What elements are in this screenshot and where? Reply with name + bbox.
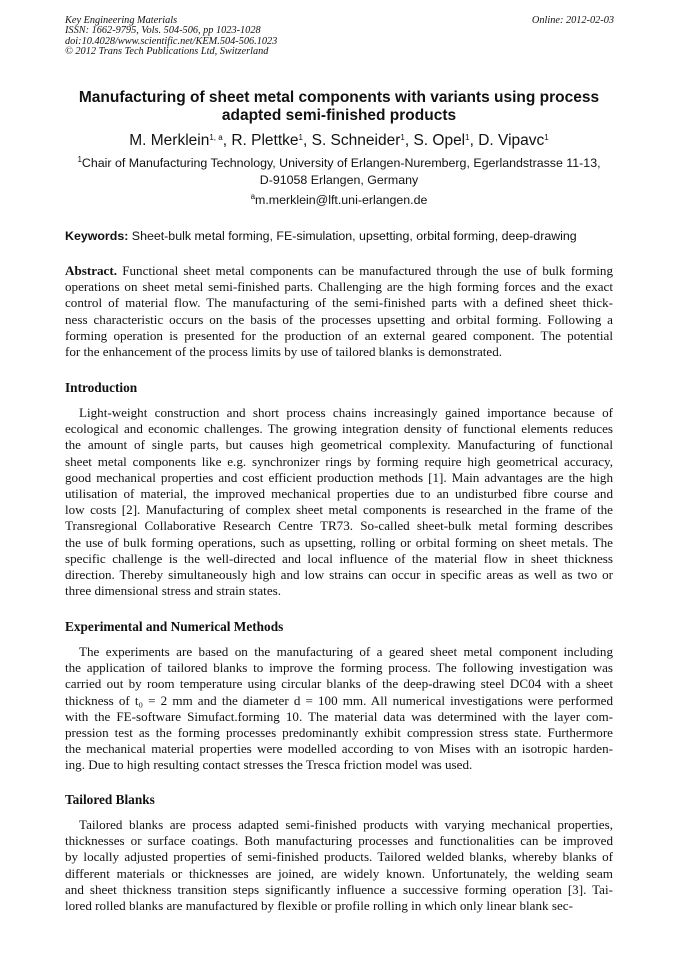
- text-line: [65, 279, 613, 295]
- email-sup: a: [250, 192, 256, 201]
- line-text: by locally adjusted properties of semi-finished products. Tailored welded blanks, whereby blanks of: [65, 849, 613, 865]
- author: [478, 132, 549, 149]
- text-line: [65, 757, 613, 773]
- abstract: [65, 263, 613, 360]
- author-sup: 1: [298, 133, 303, 142]
- journal-header: [65, 16, 277, 57]
- issn: ISSN: 1662-9795, Vols. 504-506, pp 1023-1028: [65, 25, 261, 37]
- author-sup: 1: [544, 133, 549, 142]
- text-line: [65, 551, 613, 567]
- paper-title: [40, 89, 638, 125]
- text-line: [65, 583, 613, 599]
- text-line: [65, 470, 613, 486]
- line-text: the amount of single parts, but causes high geometrical complexity. Manufacturing of functional: [65, 437, 613, 453]
- affiliation-sup: 1: [77, 155, 82, 164]
- text-line: [65, 567, 613, 583]
- line-text: good mechanical properties and cost efficient production methods [1]. Main advantages are the high: [65, 469, 613, 485]
- section-heading: Tailored Blanks: [65, 792, 155, 807]
- author-sup: 1: [400, 133, 405, 142]
- keywords: [65, 229, 577, 243]
- line-text: thicknesses or surface coatings. Both manufacturing processes and functionalities can be improved: [65, 833, 613, 849]
- line-text: ness characteristic occurs on the basis of the processes upsetting and orbital forming. Following a: [65, 311, 613, 327]
- online-date: Online: 2012-02-03: [531, 15, 614, 26]
- text-line: [65, 882, 613, 898]
- email-address: m.merklein@lft.uni-erlangen.de: [255, 193, 428, 207]
- authors: M. Merklein$^{1, a}$, R. Plettke$^1$, S. Schneider$^1$, S. Opel$^1$, D. Vipavc$^1$: [129, 132, 549, 149]
- line-text: Tailored blanks are process adapted semi-finished products with varying mechanical properties,: [79, 817, 613, 832]
- line-text: with the FE-software Simufact.forming 10. The material data was determined with the layer com-: [65, 708, 613, 724]
- text-line: [65, 344, 613, 360]
- keywords-label: Keywords:: [65, 229, 129, 243]
- author: [231, 132, 303, 149]
- author: [312, 132, 405, 149]
- line-text: three dimensional stress and strain states.: [65, 583, 281, 599]
- text-line: [65, 660, 613, 676]
- line-text: control of material flow. The manufacturing of the semi-finished parts with a defined sheet thick-: [65, 295, 613, 311]
- email: [40, 193, 638, 207]
- text-line: [65, 263, 613, 279]
- line-text: the use of bulk forming operations, such as upsetting, rolling or orbital forming on sheet metals. The: [65, 534, 613, 550]
- text-line: [65, 437, 613, 453]
- line-text: Light-weight construction and short process chains increasingly gained importance because of: [79, 405, 613, 420]
- text-line: [65, 518, 613, 534]
- text-line: [65, 328, 613, 344]
- text-line: [65, 693, 613, 709]
- title-line: adapted semi-finished products: [221, 107, 457, 124]
- title-line: Manufacturing of sheet metal components with variants using process: [78, 89, 600, 106]
- author-name: M. Merklein: [129, 132, 210, 149]
- author: [413, 132, 469, 149]
- line-text: pression test as the forming processes predominantly exhibit compression stress state. Furthermore: [65, 724, 613, 740]
- section-body: [65, 644, 613, 774]
- line-text: specific challenge is the well-directed and local influence of the material flow in sheet thickness: [65, 550, 613, 566]
- text-line: [65, 454, 613, 470]
- line-text: forming operation is presented for the production of an external geared component. The potential: [65, 327, 613, 343]
- line-text: ecological and economic challenges. The growing integration density of functional elements reduces: [65, 421, 613, 437]
- text-line: [65, 725, 613, 741]
- text-line: [65, 709, 613, 725]
- copyright: © 2012 Trans Tech Publications Ltd, Switzerland: [65, 45, 269, 57]
- line-text: sheet metal components like e.g. synchronizer rings by forming require high geometrical accuracy,: [65, 453, 613, 469]
- line-text: and sheet thickness transition steps significantly influence a successive forming operation [3]. Tai-: [65, 881, 613, 897]
- text-line: [65, 535, 613, 551]
- author-name: S. Opel: [413, 132, 466, 149]
- text-line: [65, 833, 613, 849]
- author-sup: 1: [465, 133, 470, 142]
- line-text: the application of tailored blanks to improve the forming process. The following investigation was: [65, 660, 613, 676]
- section-body: [65, 817, 613, 914]
- text-line: [65, 741, 613, 757]
- text-line: [65, 405, 613, 421]
- section-heading: Experimental and Numerical Methods: [65, 619, 284, 634]
- author-sup: 1, a: [209, 133, 223, 142]
- line-text: the mechanical material properties were modelled according to von Mises with an isotropic harden-: [65, 741, 613, 757]
- text-line: [65, 295, 613, 311]
- abstract-label: Abstract.: [65, 263, 117, 278]
- line-text: The experiments are based on the manufacturing of a geared sheet metal component including: [79, 644, 613, 659]
- doi: doi:10.4028/www.scientific.net/KEM.504-506.1023: [65, 35, 278, 47]
- line-text: carried out by room temperature using circular blanks of the deep-drawing steel DC04 with a sheet: [65, 676, 613, 692]
- text-line: [65, 502, 613, 518]
- author-name: S. Schneider: [311, 132, 401, 149]
- line-text: direction. Thereby simultaneously high and low strains can occur in specific areas as well as two or: [65, 566, 613, 582]
- affiliation-line: D-91058 Erlangen, Germany: [259, 173, 419, 187]
- affiliation: [40, 155, 638, 189]
- line-text: low costs [2]. Manufacturing of complex sheet metal components is researched in the frame of the: [65, 502, 613, 518]
- line-text: Functional sheet metal components can be manufactured through the use of bulk forming: [117, 263, 613, 278]
- text-line: [65, 421, 613, 437]
- affiliation-line: Chair of Manufacturing Technology, University of Erlangen-Nuremberg, Egerlandstrasse 11-13,: [81, 156, 601, 170]
- section-heading: Introduction: [65, 380, 138, 395]
- line-text: operations on sheet metal semi-finished parts. Challenging are the high forming forces and the exact: [65, 279, 613, 295]
- text-line: [65, 486, 613, 502]
- line-text: utilisation of material, the improved mechanical properties due to an undisturbed fibre course and: [65, 485, 613, 501]
- text-line: [65, 676, 613, 692]
- text-line: [65, 849, 613, 865]
- line-text: different materials or thicknesses are joined, are widely known. Unfortunately, the welding seam: [65, 865, 613, 881]
- line-text: for the enhancement of the process limits by use of tailored blanks is demonstrated.: [65, 343, 503, 359]
- text-line: [65, 817, 613, 833]
- line-text: Transregional Collaborative Research Centre TR73. So-called sheet-bulk metal forming describes: [65, 518, 613, 534]
- line-text: ing. Due to high resulting contact stresses the Tresca friction model was used.: [65, 757, 473, 773]
- text-line: [65, 644, 613, 660]
- section-body: [65, 405, 613, 599]
- keywords-text: Sheet-bulk metal forming, FE-simulation, upsetting, orbital forming, deep-drawing: [128, 229, 577, 243]
- journal-name: Key Engineering Materials: [65, 15, 178, 26]
- author-name: D. Vipavc: [478, 132, 545, 149]
- line-text: thickness of t₀ = 2 mm and the diameter d = 100 mm. All numerical investigations were performed: [65, 692, 613, 708]
- line-text: lored rolled blanks are manufactured by flexible or profile rolling in which only linear blank sec-: [65, 897, 573, 913]
- author-name: R. Plettke: [231, 132, 299, 149]
- text-line: [65, 312, 613, 328]
- text-line: [65, 898, 613, 914]
- text-line: [65, 866, 613, 882]
- author: [129, 132, 222, 149]
